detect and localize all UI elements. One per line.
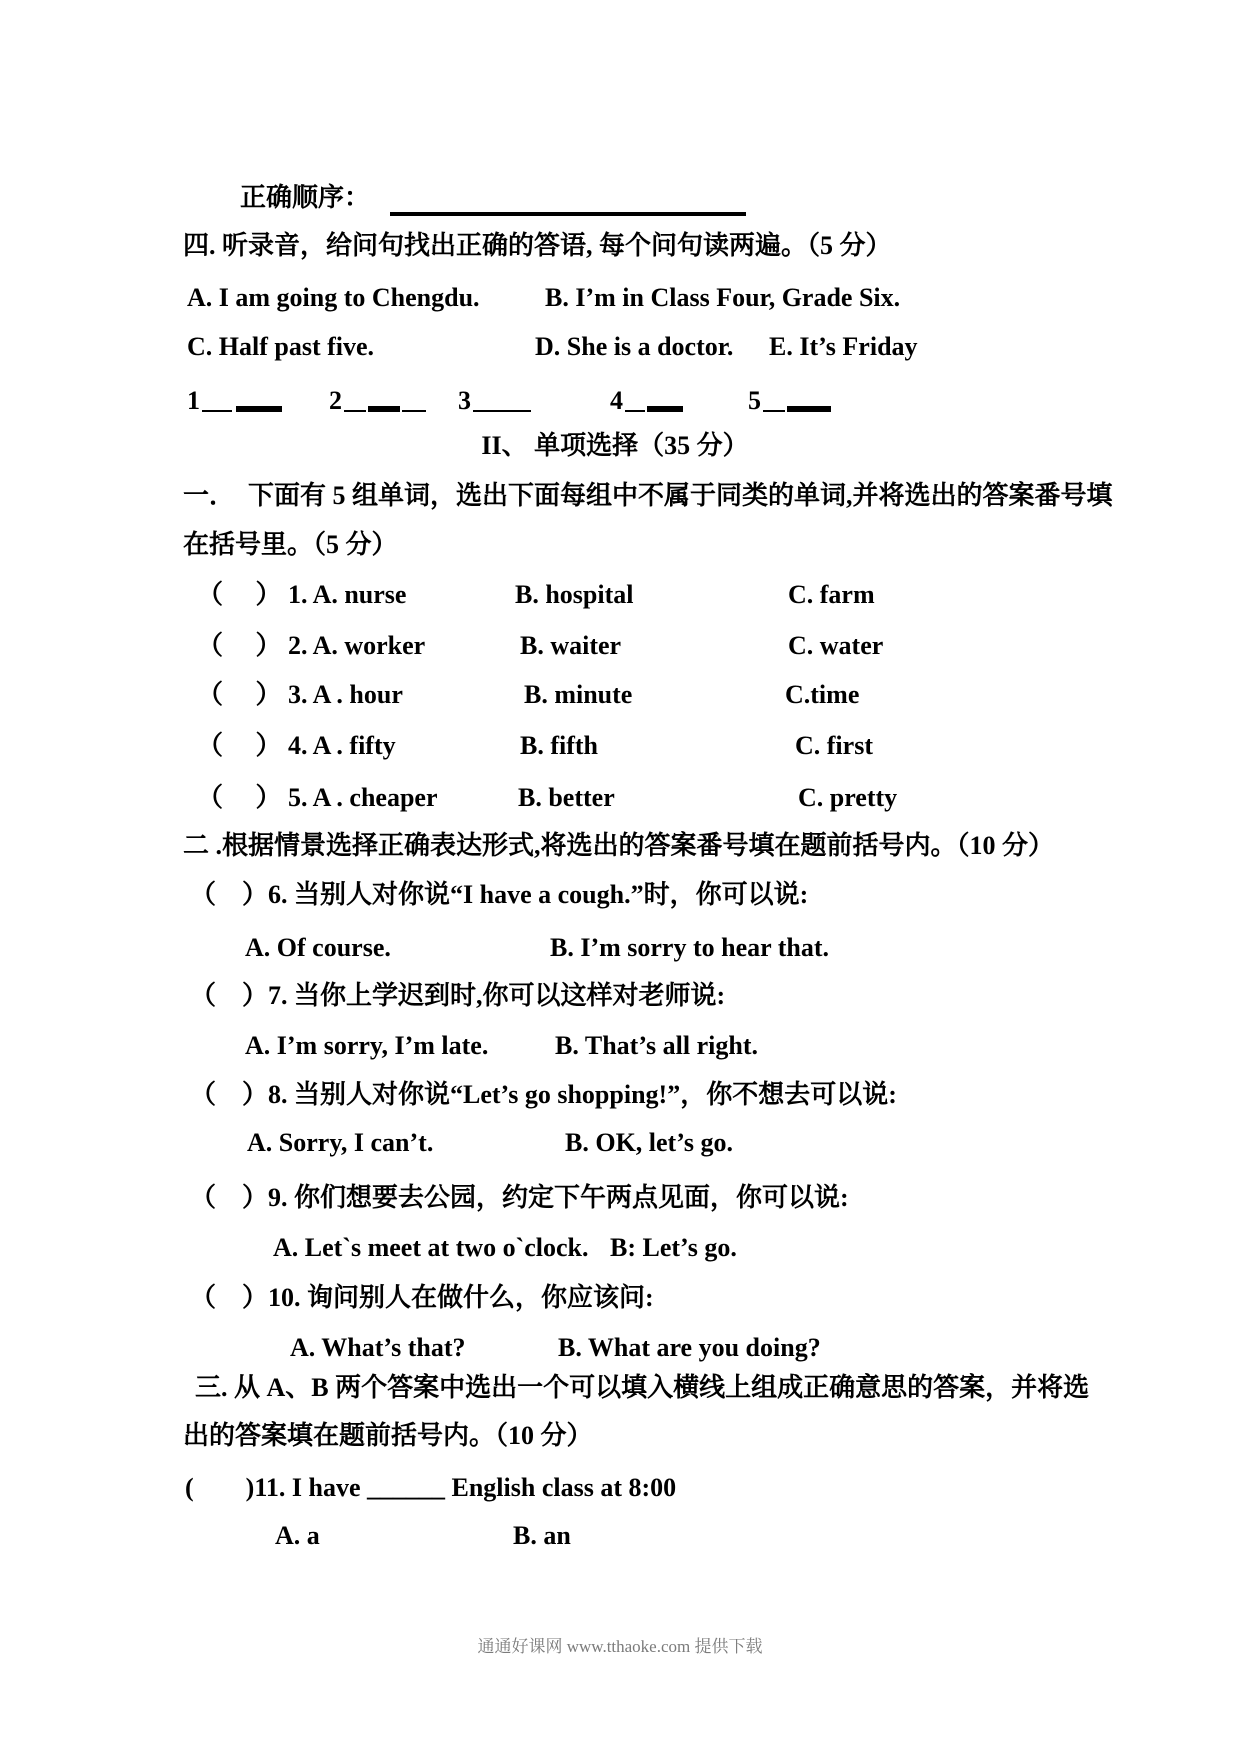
question-11-option-a: A. a bbox=[275, 1521, 320, 1550]
question-10-option-b: B. What are you doing? bbox=[558, 1333, 821, 1362]
order-blank-line bbox=[390, 212, 746, 216]
item5-bracket: （ ） bbox=[197, 783, 282, 812]
item5-option-c: C. pretty bbox=[798, 783, 898, 812]
item2-option-b: B. waiter bbox=[520, 631, 622, 660]
item2-bracket: （ ） bbox=[197, 631, 282, 660]
blank-4-number: 4 bbox=[610, 386, 623, 415]
listening-option-d: D. She is a doctor. bbox=[535, 332, 734, 361]
blank-2-line-thin bbox=[344, 410, 366, 412]
blank-3-line-thin bbox=[473, 410, 531, 412]
blank-1-line-thick bbox=[236, 406, 282, 412]
item1-option-a: 1. A. nurse bbox=[288, 580, 407, 609]
question-7: （ ）7. 当你上学迟到时,你可以这样对老师说: bbox=[190, 981, 726, 1010]
question-7-option-a: A. I’m sorry, I’m late. bbox=[245, 1031, 489, 1060]
sec1-intro-line1: 一． 下面有 5 组单词，选出下面每组中不属于同类的单词,并将选出的答案番号填 bbox=[183, 481, 1113, 510]
question-9-option-a: A. Let`s meet at two o`clock. bbox=[273, 1233, 589, 1262]
item2-option-a: 2. A. worker bbox=[288, 631, 426, 660]
question-9: （ ）9. 你们想要去公园，约定下午两点见面，你可以说: bbox=[190, 1183, 849, 1212]
item4-bracket: （ ） bbox=[197, 731, 282, 760]
item4-option-c: C. first bbox=[795, 731, 873, 760]
blank-5-line-thick bbox=[787, 406, 831, 412]
question-8-option-a: A. Sorry, I can’t. bbox=[247, 1128, 434, 1157]
question-10: （ ）10. 询问别人在做什么，你应该问: bbox=[190, 1283, 654, 1312]
sec1-intro-line2: 在括号里。（5 分） bbox=[183, 530, 398, 559]
item1-bracket: （ ） bbox=[197, 580, 282, 609]
question-11-option-b: B. an bbox=[513, 1521, 571, 1550]
blank-3-number: 3 bbox=[458, 386, 471, 415]
item5-option-b: B. better bbox=[518, 783, 615, 812]
item3-option-b: B. minute bbox=[524, 680, 633, 709]
site-watermark: 通通好课网 www.tthaoke.com 提供下载 bbox=[477, 1637, 763, 1656]
listening-section-title: 四. 听录音，给问句找出正确的答语, 每个问句读两遍。（5 分） bbox=[183, 231, 892, 260]
blank-1-line-thin bbox=[202, 410, 232, 412]
item5-option-a: 5. A . cheaper bbox=[288, 783, 438, 812]
item4-option-b: B. fifth bbox=[520, 731, 598, 760]
question-6-option-a: A. Of course. bbox=[245, 933, 391, 962]
blank-4-line-thin bbox=[625, 410, 645, 412]
question-6-option-b: B. I’m sorry to hear that. bbox=[550, 933, 829, 962]
item4-option-a: 4. A . fifty bbox=[288, 731, 396, 760]
blank-2-line-thin2 bbox=[402, 410, 426, 412]
blank-1-number: 1 bbox=[187, 386, 200, 415]
item1-option-b: B. hospital bbox=[515, 580, 634, 609]
order-label: 正确顺序： bbox=[240, 183, 371, 212]
question-11: ( )11. I have ______ English class at 8:00 bbox=[185, 1473, 677, 1502]
question-10-option-a: A. What’s that? bbox=[290, 1333, 466, 1362]
sec3-intro-line2: 出的答案填在题前括号内。（10 分） bbox=[183, 1421, 593, 1450]
question-7-option-b: B. That’s all right. bbox=[555, 1031, 758, 1060]
part2-title: II、 单项选择（35 分） bbox=[481, 431, 749, 460]
sec3-intro-line1: 三. 从 A、B 两个答案中选出一个可以填入横线上组成正确意思的答案，并将选 bbox=[195, 1373, 1090, 1402]
listening-option-e: E. It’s Friday bbox=[769, 332, 918, 361]
listening-option-c: C. Half past five. bbox=[187, 332, 375, 361]
blank-2-line-thick bbox=[368, 406, 400, 412]
blank-4-line-thick bbox=[647, 406, 683, 412]
item1-option-c: C. farm bbox=[788, 580, 875, 609]
blank-5-number: 5 bbox=[748, 386, 761, 415]
question-8: （ ）8. 当别人对你说“Let’s go shopping!”，你不想去可以说: bbox=[190, 1080, 897, 1109]
item3-bracket: （ ） bbox=[197, 680, 282, 709]
blank-5-line-thin bbox=[763, 410, 785, 412]
question-8-option-b: B. OK, let’s go. bbox=[565, 1128, 734, 1157]
item3-option-c: C.time bbox=[785, 680, 860, 709]
item3-option-a: 3. A . hour bbox=[288, 680, 403, 709]
sec2-intro: 二 .根据情景选择正确表达形式,将选出的答案番号填在题前括号内。（10 分） bbox=[183, 831, 1055, 860]
listening-option-a: A. I am going to Chengdu. bbox=[187, 283, 480, 312]
question-6: （ ）6. 当别人对你说“I have a cough.”时，你可以说: bbox=[190, 880, 809, 909]
blank-2-number: 2 bbox=[329, 386, 342, 415]
listening-option-b: B. I’m in Class Four, Grade Six. bbox=[545, 283, 901, 312]
question-9-option-b: B: Let’s go. bbox=[610, 1233, 737, 1262]
item2-option-c: C. water bbox=[788, 631, 884, 660]
